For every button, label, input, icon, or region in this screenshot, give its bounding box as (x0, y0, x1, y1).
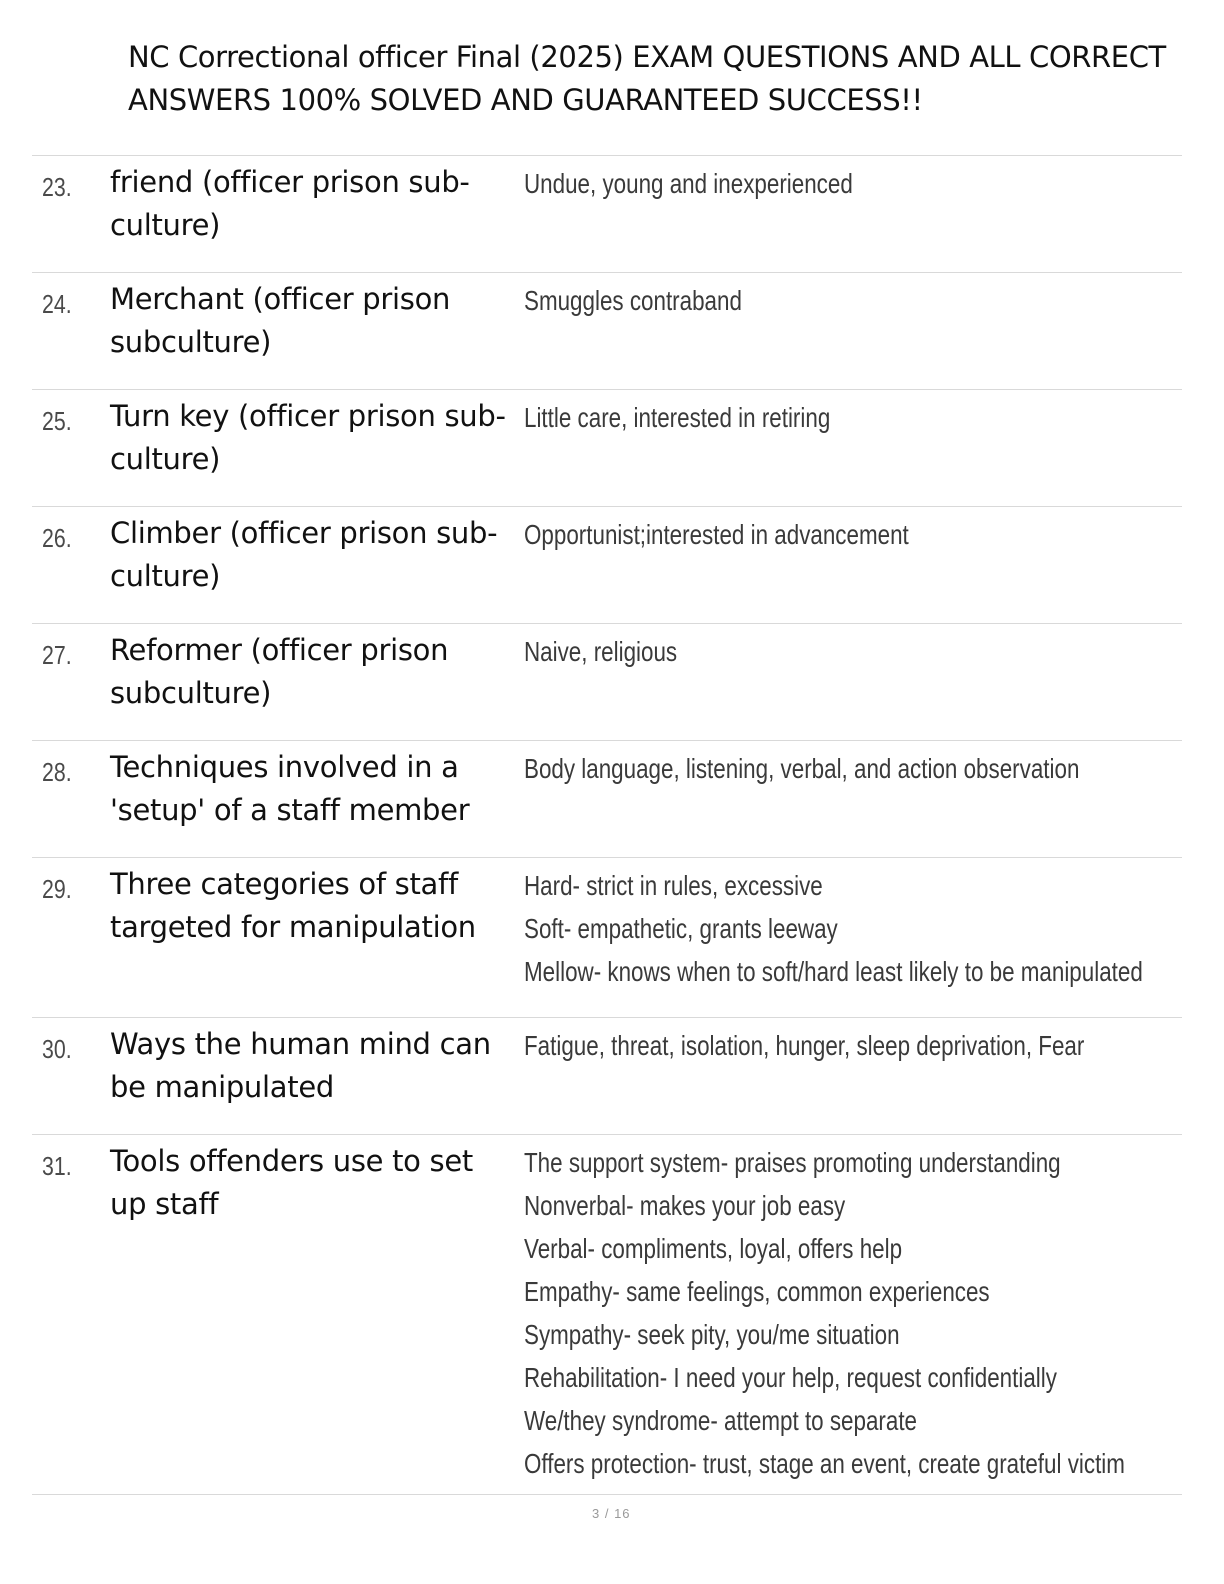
answer-definition (524, 279, 1148, 322)
question-number: 26. (42, 523, 72, 553)
question-number: 30. (42, 1034, 72, 1064)
question-term: Turn key (officer prison sub- culture) (110, 399, 506, 476)
question-number: 31. (42, 1151, 72, 1181)
document-title: NC Correctional officer Final (2025) EXAM QUESTIONS AND ALL CORRECT ANSWERS 100% SOLVED AND GUARANTEED SUCCESS!! (128, 40, 1166, 117)
answer-definition (524, 864, 1148, 993)
answer-line: Smuggles contraband (524, 285, 742, 316)
answer-definition (524, 1024, 1148, 1067)
answer-line: The support system- praises promoting understanding (524, 1147, 1061, 1178)
answer-definition (524, 162, 1148, 205)
question-term: Merchant (officer prison subculture) (110, 282, 451, 359)
answer-line: Little care, interested in retiring (524, 402, 831, 433)
answer-line: Opportunist;interested in advancement (524, 519, 909, 550)
answer-definition (524, 747, 1148, 790)
answer-line: Rehabilitation- I need your help, request confidentially (524, 1362, 1057, 1393)
answer-line: Body language, listening, verbal, and action observation (524, 753, 1080, 784)
answer-line: We/they syndrome- attempt to separate (524, 1405, 918, 1436)
question-term: Climber (officer prison sub- culture) (110, 516, 498, 593)
qa-row (32, 1135, 1182, 1495)
qa-row (32, 624, 1182, 741)
answer-line: Naive, religious (524, 636, 678, 667)
qa-row (32, 390, 1182, 507)
answer-line: Verbal- compliments, loyal, offers help (524, 1233, 903, 1264)
qa-row (32, 858, 1182, 1018)
question-number: 23. (42, 172, 72, 202)
question-number: 27. (42, 640, 72, 670)
question-term: friend (officer prison sub- culture) (110, 165, 470, 242)
question-term: Reformer (officer prison subculture) (110, 633, 449, 710)
qa-row (32, 273, 1182, 390)
answer-line: Empathy- same feelings, common experiences (524, 1276, 990, 1307)
answer-definition (524, 513, 1148, 556)
question-term: Ways the human mind can be manipulated (110, 1027, 491, 1104)
page-number: 3 / 16 (592, 1506, 631, 1521)
answer-line: Offers protection- trust, stage an event, create grateful victim (524, 1448, 1125, 1479)
answer-line: Mellow- knows when to soft/hard least likely to be manipulated (524, 956, 1143, 987)
question-number: 29. (42, 874, 72, 904)
answer-line: Hard- strict in rules, excessive (524, 870, 823, 901)
question-number: 24. (42, 289, 72, 319)
question-number: 25. (42, 406, 72, 436)
answer-definition (524, 1141, 1148, 1485)
answer-line: Nonverbal- makes your job easy (524, 1190, 846, 1221)
question-term: Three categories of staff targeted for manipulation (110, 867, 476, 944)
qa-row (32, 507, 1182, 624)
qa-row (32, 156, 1182, 273)
answer-line: Undue, young and inexperienced (524, 168, 853, 199)
answer-line: Fatigue, threat, isolation, hunger, sleep deprivation, Fear (524, 1030, 1085, 1061)
qa-row (32, 741, 1182, 858)
qa-row (32, 1018, 1182, 1135)
question-number: 28. (42, 757, 72, 787)
answer-line: Soft- empathetic, grants leeway (524, 913, 838, 944)
answer-definition (524, 396, 1148, 439)
question-term: Tools offenders use to set up staff (110, 1144, 473, 1221)
answer-definition (524, 630, 1148, 673)
question-term: Techniques involved in a 'setup' of a staff member (110, 750, 470, 827)
question-answer-list (32, 155, 1182, 1495)
answer-line: Sympathy- seek pity, you/me situation (524, 1319, 900, 1350)
